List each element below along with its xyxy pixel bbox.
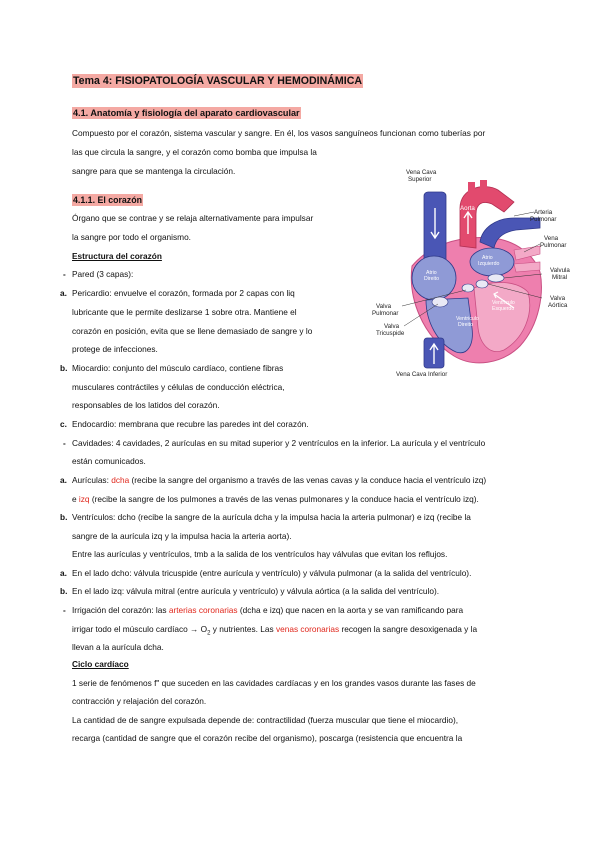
label-atrio-izquierdo: Izquierdo	[478, 261, 500, 267]
label-ventriculo-direito: Direito	[458, 322, 473, 328]
text-span: Irrigación del corazón: las	[72, 605, 169, 615]
label-valva-pulmonar: Valva	[376, 303, 392, 310]
subscript: 2	[207, 630, 211, 637]
label-valva-aortica: Valva	[550, 295, 566, 302]
ciclo-line: recarga (cantidad de sangre que el corazón recibe del organismo), poscarga (resistencia que encuentra la	[72, 733, 463, 743]
pericardio-line: protege de infecciones.	[72, 344, 158, 354]
label-vena-pulmonar: Vena	[544, 235, 559, 242]
list-marker: -	[63, 269, 66, 279]
cavidades-line: están comunicados.	[72, 456, 146, 466]
lado-dcho-line: En el lado dcho: válvula tricuspide (entre aurícula y ventrículo) y válvula pulmonar (a la salida del ventrículo).	[72, 568, 472, 578]
aortic-valve	[476, 280, 488, 288]
miocardio-line: musculares contráctiles y células de conducción eléctrica,	[72, 382, 285, 392]
section-4-1-1-heading: 4.1.1. El corazón	[73, 195, 142, 205]
list-marker: -	[63, 605, 66, 615]
highlight-red: venas coronarias	[275, 624, 340, 634]
pared-item: Pared (3 capas):	[72, 269, 134, 279]
label-vena-cava-superior: Superior	[408, 176, 432, 183]
text-span: (dcha e izq) que nacen en la aorta y se van ramificando para	[237, 605, 464, 615]
label-vena-cava-superior: Vena Cava	[406, 169, 437, 176]
pericardio-line: Pericardio: envuelve el corazón, formada por 2 capas con liq	[72, 288, 295, 298]
label-vena-cava-inferior: Vena Cava Inferior	[396, 371, 448, 378]
list-marker: -	[63, 438, 66, 448]
text-span: e	[72, 494, 79, 504]
label-ventriculo-direito: Ventriculo	[456, 316, 479, 322]
tricuspid-valve	[432, 297, 448, 307]
label-valvula-mitral: Valvula	[550, 267, 570, 274]
aorta-branch	[480, 180, 487, 196]
lado-izq-line: En el lado izq: válvula mitral (entre aurícula y ventrículo) y válvula aórtica (a la salida del ventrículo).	[72, 586, 440, 596]
label-valva-pulmonar: Pulmonar	[372, 310, 399, 317]
irrigacion-line: llevan a la aurícula dcha.	[72, 642, 164, 652]
label-arteria-pulmonar: Arteria	[534, 209, 553, 216]
text-span: (recibe la sangre de los pulmones a través de las venas pulmonares y la conduce hacia el ventrículo izq).	[89, 494, 479, 504]
ciclo-line: 1 serie de fenómenos f" que suceden en las cavidades cardíacas y en los grandes vasos durante las fases de	[72, 678, 476, 688]
cavidades-line: Cavidades: 4 cavidades, 2 aurículas en su mitad superior y 2 ventrículos en la inferior. La aurícula y el ventrículo	[72, 438, 486, 448]
miocardio-line: responsables de los latidos del corazón.	[72, 400, 220, 410]
pericardio-line: lubricante que le permite deslizarse 1 sobre otra. Mantiene el	[72, 307, 297, 317]
ciclo-heading: Ciclo cardíaco	[72, 659, 129, 669]
text-span: y nutrientes. Las	[210, 624, 276, 634]
list-marker: b.	[60, 363, 68, 373]
label-valva-tricuspide: Valva	[384, 323, 400, 330]
paragraph-line: las que circula la sangre, y el corazón como bomba que impulsa la	[72, 147, 317, 157]
ciclo-line: La cantidad de de sangre expulsada depende de: contractilidad (fuerza muscular que tiene el miocardio),	[72, 715, 459, 725]
label-ventriculo-esquerdo: Esquerdo	[492, 306, 515, 312]
list-marker: a.	[60, 288, 67, 298]
ventriculos-line: Entre las aurículas y ventrículos, tmb a la salida de los ventrículos hay válvulas que evitan los reflujos.	[72, 549, 448, 559]
auriculas-line	[72, 494, 479, 505]
pulmonary-vein-vessel	[514, 262, 540, 272]
section-4-1-heading: 4.1. Anatomía y fisiología del aparato cardiovascular	[73, 108, 300, 118]
ciclo-line: contracción y relajación del corazón.	[72, 696, 207, 706]
irrigacion-line	[72, 624, 477, 640]
label-arteria-pulmonar: Pulmonar	[530, 216, 557, 223]
endocardio-line: Endocardio: membrana que recubre las paredes int del corazón.	[72, 419, 309, 429]
auriculas-line	[72, 475, 486, 486]
list-marker: b.	[60, 512, 68, 522]
miocardio-line: Miocardio: conjunto del músculo cardíaco, contiene fibras	[72, 363, 284, 373]
paragraph-line: Compuesto por el corazón, sistema vascular y sangre. En él, los vasos sanguíneos funcionan como tuberías por	[72, 128, 486, 138]
label-atrio-izquierdo: Atrio	[482, 255, 493, 261]
label-valvula-mitral: Mitral	[552, 274, 568, 281]
highlight-red: dcha	[111, 475, 130, 485]
list-marker: a.	[60, 475, 67, 485]
paragraph-line: la sangre por todo el organismo.	[72, 232, 191, 242]
text-span: recogen la sangre desoxigenada y la	[339, 624, 478, 634]
page-title: Tema 4: FISIOPATOLOGÍA VASCULAR Y HEMODINÁMICA	[73, 75, 362, 87]
label-valva-aortica: Aórtica	[548, 302, 568, 309]
label-vena-pulmonar: Pulmonar	[540, 242, 567, 249]
label-ventriculo-esquerdo: Ventriculo	[492, 300, 515, 306]
label-valva-tricuspide: Tricuspide	[376, 330, 405, 337]
highlight-red: arterias coronarias	[168, 605, 238, 615]
aorta-branch	[468, 182, 475, 196]
list-marker: c.	[60, 419, 67, 429]
irrigacion-line	[72, 605, 463, 616]
text-span: irrigar todo el músculo cardíaco → O	[72, 624, 208, 634]
label-atrio-derecho: Direito	[424, 276, 439, 282]
text-span: Aurículas:	[72, 475, 112, 485]
paragraph-line: sangre para que se mantenga la circulación.	[72, 166, 236, 176]
ventriculos-line: sangre de la aurícula izq y la impulsa hacia la arteria aorta).	[72, 531, 292, 541]
highlight-red: izq	[78, 494, 90, 504]
heart-diagram	[364, 168, 584, 380]
list-marker: b.	[60, 586, 68, 596]
text-span: (recibe la sangre del organismo a través de las venas cavas y la conduce hacia el ventrículo izq)	[129, 475, 487, 485]
list-marker: a.	[60, 568, 67, 578]
label-atrio-derecho: Atrio	[426, 270, 437, 276]
label-aorta: Aorta	[460, 205, 475, 212]
mitral-valve	[488, 274, 504, 282]
paragraph-line: Órgano que se contrae y se relaja alternativamente para impulsar	[72, 213, 314, 223]
ventriculos-line: Ventrículos: dcho (recibe la sangre de la aurícula dcha y la impulsa hacia la arteria pulmonar) e izq (recibe la	[72, 512, 471, 522]
pericardio-line: corazón en posición, evita que se llene demasiado de sangre y lo	[72, 326, 313, 336]
estructura-heading: Estructura del corazón	[72, 251, 162, 261]
